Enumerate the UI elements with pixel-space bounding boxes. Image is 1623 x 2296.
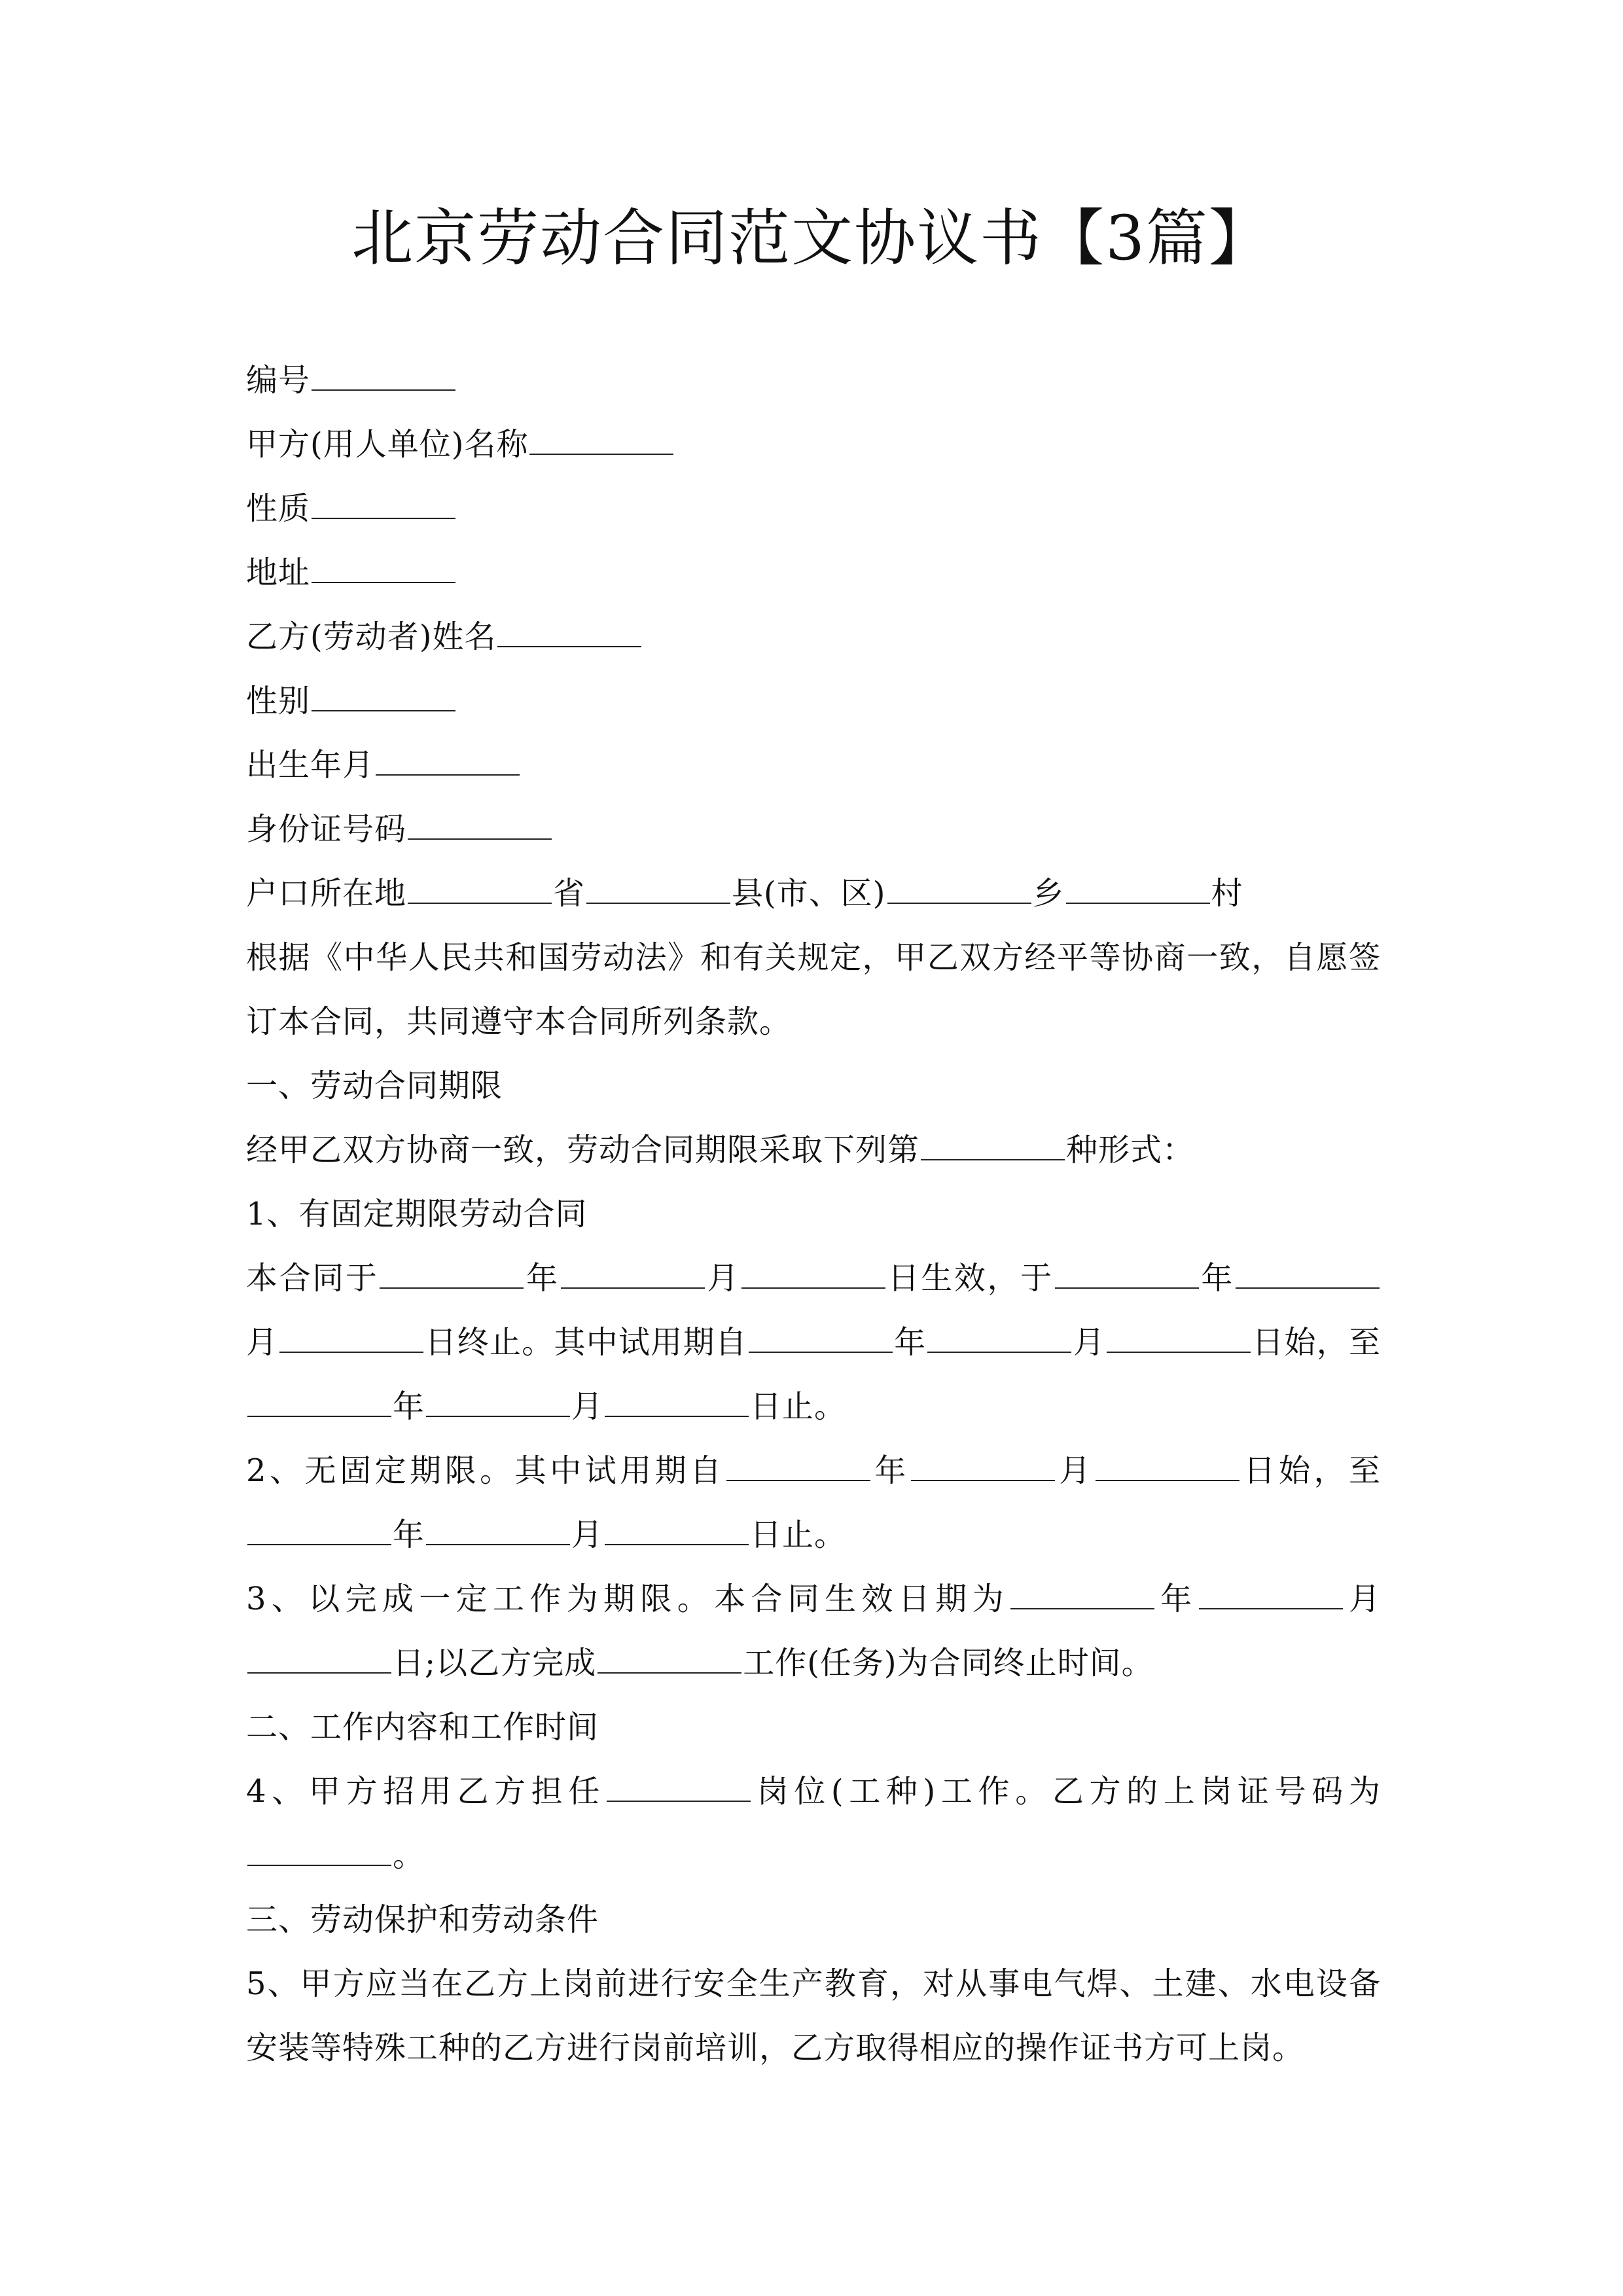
intro-paragraph-line: 根据《中华人民共和国劳动法》和有关规定，甲乙双方经平等协商一致，自愿签 [246, 939, 1381, 976]
fill-blank [408, 876, 552, 904]
text: 年 [871, 1452, 910, 1489]
text: 年 [1200, 1260, 1234, 1297]
field-label: 乙方(劳动者)姓名 [246, 619, 497, 655]
fill-blank [247, 1390, 391, 1417]
fill-blank [586, 876, 730, 904]
field-label: 编号 [246, 362, 311, 399]
document-title: 北京劳动合同范文协议书【3篇】 [351, 203, 1272, 274]
text: 日终止。其中试用期自 [425, 1324, 747, 1361]
item1-line3 [246, 1374, 1381, 1439]
item4-line1 [246, 1759, 1381, 1823]
item2-line2 [246, 1503, 1381, 1567]
text: 种形式： [1066, 1132, 1195, 1168]
fill-blank [312, 492, 455, 519]
text: 日始，至 [1251, 1324, 1381, 1361]
field-label: 地址 [246, 554, 311, 591]
section-heading: 二、工作内容和工作时间 [246, 1709, 599, 1746]
text: 工作(任务)为合同终止时间。 [743, 1645, 1154, 1681]
text: 月 [571, 1388, 604, 1425]
fill-blank [1199, 1582, 1343, 1609]
fill-blank [529, 427, 673, 455]
fill-blank [605, 1390, 749, 1417]
text: 月 [1344, 1581, 1381, 1617]
fill-blank [607, 1774, 751, 1802]
text: 年 [393, 1388, 425, 1425]
fill-blank [408, 812, 552, 840]
field-employee-name [246, 605, 1381, 669]
fill-blank [312, 363, 455, 391]
fill-blank [376, 748, 520, 776]
field-label: 甲方(用人单位)名称 [246, 426, 529, 463]
text: 日止。 [750, 1388, 847, 1425]
field-birth [246, 733, 1381, 797]
text: 月 [246, 1324, 279, 1361]
text: 月 [1056, 1452, 1094, 1489]
text: 日止。 [750, 1516, 847, 1553]
fill-blank [561, 1261, 705, 1289]
fill-blank [911, 1454, 1055, 1481]
field-nature [246, 476, 1381, 541]
field-label: 性别 [246, 683, 311, 719]
field-number [246, 348, 1381, 412]
fill-blank [426, 1518, 570, 1545]
text: 。 [393, 1837, 425, 1874]
fill-blank [1096, 1454, 1240, 1481]
intro-paragraph-line: 订本合同，共同遵守本合同所列条款。 [246, 1003, 792, 1040]
fill-blank [380, 1261, 524, 1289]
field-id-number [246, 797, 1381, 861]
item1-line1 [246, 1246, 1381, 1310]
fill-blank [312, 684, 455, 711]
fill-blank [1107, 1325, 1251, 1353]
text: 本合同于 [246, 1260, 379, 1297]
text: 年 [893, 1324, 927, 1361]
item1-line2 [246, 1310, 1381, 1374]
text: 3、以完成一定工作为期限。本合同生效日期为 [246, 1581, 1009, 1617]
province-label: 省 [553, 875, 586, 912]
document-body [246, 348, 1381, 2080]
county-label: 县(市、区) [732, 875, 886, 912]
term-form-line [246, 1118, 1381, 1182]
text: 4、甲方招用乙方担任 [246, 1773, 605, 1810]
item5-line2: 安装等特殊工种的乙方进行岗前培训，乙方取得相应的操作证书方可上岗。 [246, 2030, 1305, 2066]
item3-line1 [246, 1567, 1381, 1631]
fill-blank [247, 1839, 391, 1866]
text: 经甲乙双方协商一致，劳动合同期限采取下列第 [246, 1132, 920, 1168]
fill-blank [921, 1133, 1065, 1160]
fill-blank [247, 1518, 391, 1545]
text: 日始，至 [1240, 1452, 1381, 1489]
village-label: 村 [1211, 875, 1243, 912]
text: 2、无固定期限。其中试用期自 [246, 1452, 725, 1489]
fill-blank [426, 1390, 570, 1417]
text: 年 [525, 1260, 560, 1297]
text: 日;以乙方完成 [393, 1645, 597, 1681]
text: 岗位(工种)工作。乙方的上岗证号码为 [751, 1773, 1381, 1810]
fill-blank [887, 876, 1031, 904]
item5-line1: 5、甲方应当在乙方上岗前进行安全生产教育，对从事电气焊、土建、水电设备 [246, 1965, 1381, 2002]
item2-line1 [246, 1439, 1381, 1503]
field-household [246, 861, 1381, 925]
item4-line2 [246, 1823, 1381, 1888]
fill-blank [1010, 1582, 1154, 1609]
fill-blank [279, 1325, 423, 1353]
field-label: 户口所在地 [246, 875, 407, 912]
field-address [246, 541, 1381, 605]
section-heading: 三、劳动保护和劳动条件 [246, 1901, 599, 1938]
field-label: 性质 [246, 490, 311, 527]
fill-blank [1236, 1261, 1380, 1289]
township-label: 乡 [1032, 875, 1065, 912]
fill-blank [1066, 876, 1210, 904]
fill-blank [497, 620, 641, 647]
fill-blank [597, 1646, 741, 1674]
text: 月 [571, 1516, 604, 1553]
fill-blank [1055, 1261, 1199, 1289]
fill-blank [927, 1325, 1071, 1353]
fill-blank [741, 1261, 885, 1289]
fill-blank [247, 1646, 391, 1674]
fill-blank [605, 1518, 749, 1545]
fill-blank [312, 556, 455, 583]
text: 月 [705, 1260, 740, 1297]
fill-blank [726, 1454, 870, 1481]
fill-blank [749, 1325, 893, 1353]
field-employer-name [246, 412, 1381, 476]
field-gender [246, 669, 1381, 733]
text: 月 [1073, 1324, 1105, 1361]
field-label: 出生年月 [246, 747, 375, 783]
item-heading: 1、有固定期限劳动合同 [246, 1196, 588, 1232]
text: 日生效，于 [886, 1260, 1054, 1297]
item3-line2 [246, 1631, 1381, 1695]
text: 年 [393, 1516, 425, 1553]
field-label: 身份证号码 [246, 811, 407, 848]
section-heading: 一、劳动合同期限 [246, 1067, 503, 1104]
text: 年 [1155, 1581, 1198, 1617]
